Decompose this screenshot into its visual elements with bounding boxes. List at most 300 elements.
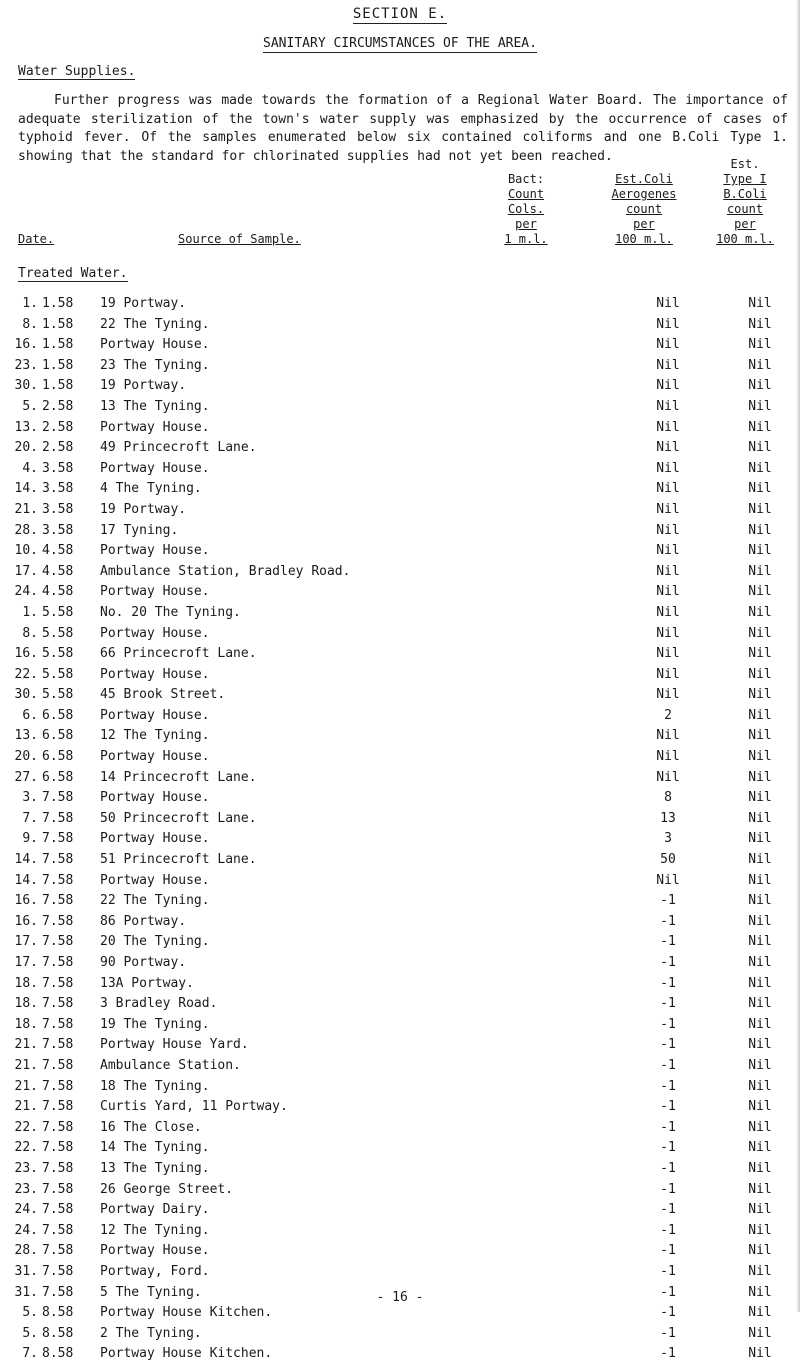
column-header-source: Source of Sample. bbox=[178, 232, 301, 246]
row-bact-count: Nil bbox=[656, 666, 680, 682]
row-source: 14 The Tyning. bbox=[100, 1140, 210, 1156]
row-bact-count: -1 bbox=[660, 1016, 676, 1032]
row-day: 8. bbox=[22, 316, 38, 332]
table-row bbox=[0, 831, 800, 852]
row-bact-count: -1 bbox=[660, 893, 676, 909]
row-bact-count: Nil bbox=[656, 440, 680, 456]
row-ecoli-count: Nil bbox=[748, 646, 772, 662]
row-day: 24. bbox=[14, 584, 38, 600]
row-day: 6. bbox=[22, 707, 38, 723]
row-bact-count: Nil bbox=[656, 584, 680, 600]
intro-paragraph: Further progress was made towards the formation of a Regional Water Board. The importance of adequate sterilization of the town's water supply was emphasized by the occurrence of cases of typhoid fever. Of the samples enumerated below six contained coliforms and one B.Coli Type 1. showing that the standard for chlorinated supplies had not yet been reached. bbox=[18, 93, 788, 164]
column-header-bact-count: Bact: Count Cols. per 1 m.l. bbox=[504, 172, 548, 246]
row-month-year: 7.58 bbox=[42, 810, 74, 826]
row-source: 19 Portway. bbox=[100, 378, 187, 394]
row-day: 8. bbox=[22, 625, 38, 641]
row-day: 22. bbox=[14, 666, 38, 682]
row-source: Portway House. bbox=[100, 419, 210, 435]
table-row bbox=[0, 1120, 800, 1141]
row-source: Portway House. bbox=[100, 707, 210, 723]
row-month-year: 7.58 bbox=[42, 1078, 74, 1094]
table-row bbox=[0, 1037, 800, 1058]
table-row bbox=[0, 976, 800, 997]
table-row bbox=[0, 461, 800, 482]
row-month-year: 7.58 bbox=[42, 1284, 74, 1300]
row-day: 7. bbox=[22, 810, 38, 826]
table-row bbox=[0, 317, 800, 338]
row-month-year: 4.58 bbox=[42, 584, 74, 600]
row-month-year: 6.58 bbox=[42, 769, 74, 785]
row-day: 18. bbox=[14, 975, 38, 991]
row-month-year: 1.58 bbox=[42, 316, 74, 332]
row-month-year: 2.58 bbox=[42, 398, 74, 414]
table-row bbox=[0, 1182, 800, 1203]
table-row bbox=[0, 934, 800, 955]
row-bact-count: Nil bbox=[656, 522, 680, 538]
row-source: Portway House. bbox=[100, 337, 210, 353]
table-row bbox=[0, 749, 800, 770]
row-source: Portway House. bbox=[100, 625, 210, 641]
row-bact-count: -1 bbox=[660, 1243, 676, 1259]
row-bact-count: Nil bbox=[656, 872, 680, 888]
row-ecoli-count: Nil bbox=[748, 852, 772, 868]
table-row bbox=[0, 399, 800, 420]
row-source: Portway House. bbox=[100, 666, 210, 682]
row-source: 49 Princecroft Lane. bbox=[100, 440, 257, 456]
row-month-year: 7.58 bbox=[42, 893, 74, 909]
treated-water-heading: Treated Water. bbox=[18, 266, 128, 281]
table-row bbox=[0, 1079, 800, 1100]
page-number: - 16 - bbox=[376, 1290, 424, 1305]
row-source: 2 The Tyning. bbox=[100, 1325, 202, 1341]
row-bact-count: -1 bbox=[660, 1202, 676, 1218]
row-day: 20. bbox=[14, 749, 38, 765]
row-source: Portway House. bbox=[100, 1243, 210, 1259]
table-row bbox=[0, 378, 800, 399]
column-header-aerogenes: Est.Coli Aerogenes count per 100 m.l. bbox=[611, 172, 677, 246]
row-source: 12 The Tyning. bbox=[100, 728, 210, 744]
table-row bbox=[0, 914, 800, 935]
row-day: 14. bbox=[14, 481, 38, 497]
row-ecoli-count: Nil bbox=[748, 893, 772, 909]
row-day: 16. bbox=[14, 337, 38, 353]
row-bact-count: -1 bbox=[660, 1181, 676, 1197]
row-ecoli-count: Nil bbox=[748, 1181, 772, 1197]
row-bact-count: -1 bbox=[660, 1078, 676, 1094]
row-ecoli-count: Nil bbox=[748, 501, 772, 517]
row-ecoli-count: Nil bbox=[748, 1016, 772, 1032]
row-source: 4 The Tyning. bbox=[100, 481, 202, 497]
row-day: 13. bbox=[14, 419, 38, 435]
row-bact-count: -1 bbox=[660, 1119, 676, 1135]
row-source: 50 Princecroft Lane. bbox=[100, 810, 257, 826]
row-source: 13 The Tyning. bbox=[100, 398, 210, 414]
row-bact-count: -1 bbox=[660, 1346, 676, 1362]
row-bact-count: -1 bbox=[660, 955, 676, 970]
row-ecoli-count: Nil bbox=[748, 913, 772, 929]
row-ecoli-count: Nil bbox=[748, 666, 772, 682]
row-ecoli-count: Nil bbox=[748, 419, 772, 435]
row-day: 1. bbox=[22, 604, 38, 620]
row-month-year: 7.58 bbox=[42, 1119, 74, 1135]
table-row bbox=[0, 1305, 800, 1326]
row-bact-count: -1 bbox=[660, 1284, 676, 1300]
row-ecoli-count: Nil bbox=[748, 522, 772, 538]
row-day: 14. bbox=[14, 872, 38, 888]
row-ecoli-count: Nil bbox=[748, 749, 772, 765]
row-ecoli-count: Nil bbox=[748, 378, 772, 394]
row-ecoli-count: Nil bbox=[748, 584, 772, 600]
row-bact-count: -1 bbox=[660, 934, 676, 950]
table-row bbox=[0, 420, 800, 441]
table-row bbox=[0, 1326, 800, 1347]
row-month-year: 5.58 bbox=[42, 646, 74, 662]
row-source: 3 Bradley Road. bbox=[100, 996, 218, 1012]
row-source: 20 The Tyning. bbox=[100, 934, 210, 950]
row-ecoli-count: Nil bbox=[748, 1202, 772, 1218]
row-bact-count: Nil bbox=[656, 625, 680, 641]
row-ecoli-count: Nil bbox=[748, 543, 772, 559]
table-row bbox=[0, 996, 800, 1017]
table-row bbox=[0, 605, 800, 626]
table-row bbox=[0, 852, 800, 873]
table-row bbox=[0, 646, 800, 667]
table-row bbox=[0, 1017, 800, 1038]
table-row bbox=[0, 543, 800, 564]
row-ecoli-count: Nil bbox=[748, 398, 772, 414]
row-source: 13 The Tyning. bbox=[100, 1160, 210, 1176]
row-ecoli-count: Nil bbox=[748, 563, 772, 579]
row-bact-count: -1 bbox=[660, 1099, 676, 1115]
row-bact-count: Nil bbox=[656, 687, 680, 703]
table-row bbox=[0, 1346, 800, 1367]
row-source: Portway Dairy. bbox=[100, 1202, 210, 1218]
row-ecoli-count: Nil bbox=[748, 440, 772, 456]
row-month-year: 1.58 bbox=[42, 337, 74, 353]
table-row bbox=[0, 873, 800, 894]
row-day: 31. bbox=[14, 1284, 38, 1300]
row-source: 66 Princecroft Lane. bbox=[100, 646, 257, 662]
row-month-year: 7.58 bbox=[42, 1263, 74, 1279]
row-ecoli-count: Nil bbox=[748, 707, 772, 723]
row-ecoli-count: Nil bbox=[748, 604, 772, 620]
table-row bbox=[0, 337, 800, 358]
row-day: 7. bbox=[22, 1346, 38, 1362]
row-bact-count: -1 bbox=[660, 913, 676, 929]
row-month-year: 7.58 bbox=[42, 913, 74, 929]
table-row bbox=[0, 790, 800, 811]
row-month-year: 1.58 bbox=[42, 296, 74, 311]
row-source: Portway House. bbox=[100, 749, 210, 765]
subsection-heading: Water Supplies. bbox=[18, 64, 136, 79]
row-month-year: 7.58 bbox=[42, 1181, 74, 1197]
table-row bbox=[0, 811, 800, 832]
row-bact-count: Nil bbox=[656, 398, 680, 414]
row-source: Portway House. bbox=[100, 831, 210, 847]
row-source: 13A Portway. bbox=[100, 975, 194, 991]
row-day: 17. bbox=[14, 563, 38, 579]
row-day: 30. bbox=[14, 378, 38, 394]
row-bact-count: -1 bbox=[660, 1057, 676, 1073]
row-ecoli-count: Nil bbox=[748, 1305, 772, 1321]
row-day: 18. bbox=[14, 1016, 38, 1032]
table-row bbox=[0, 1058, 800, 1079]
row-bact-count: Nil bbox=[656, 604, 680, 620]
row-day: 23. bbox=[14, 357, 38, 373]
row-source: 17 Tyning. bbox=[100, 522, 179, 538]
table-row bbox=[0, 708, 800, 729]
row-month-year: 3.58 bbox=[42, 481, 74, 497]
row-month-year: 7.58 bbox=[42, 790, 74, 806]
row-ecoli-count: Nil bbox=[748, 1263, 772, 1279]
row-day: 30. bbox=[14, 687, 38, 703]
row-month-year: 5.58 bbox=[42, 604, 74, 620]
row-ecoli-count: Nil bbox=[748, 625, 772, 641]
column-header-ecoli-type1: Est. Type I B.Coli count per 100 m.l. bbox=[716, 157, 774, 246]
row-ecoli-count: Nil bbox=[748, 769, 772, 785]
row-ecoli-count: Nil bbox=[748, 1140, 772, 1156]
row-month-year: 8.58 bbox=[42, 1346, 74, 1362]
row-bact-count: Nil bbox=[656, 460, 680, 476]
row-bact-count: 8 bbox=[664, 790, 672, 806]
table-row bbox=[0, 1202, 800, 1223]
table-row bbox=[0, 440, 800, 461]
row-month-year: 7.58 bbox=[42, 1243, 74, 1259]
row-ecoli-count: Nil bbox=[748, 831, 772, 847]
table-row bbox=[0, 1140, 800, 1161]
row-month-year: 7.58 bbox=[42, 955, 74, 970]
row-source: 16 The Close. bbox=[100, 1119, 202, 1135]
row-month-year: 7.58 bbox=[42, 934, 74, 950]
row-source: 14 Princecroft Lane. bbox=[100, 769, 257, 785]
row-month-year: 7.58 bbox=[42, 1222, 74, 1238]
row-source: No. 20 The Tyning. bbox=[100, 604, 241, 620]
row-source: 26 George Street. bbox=[100, 1181, 234, 1197]
row-ecoli-count: Nil bbox=[748, 687, 772, 703]
row-ecoli-count: Nil bbox=[748, 955, 772, 970]
row-source: 23 The Tyning. bbox=[100, 357, 210, 373]
row-month-year: 1.58 bbox=[42, 378, 74, 394]
row-bact-count: Nil bbox=[656, 296, 680, 311]
row-bact-count: Nil bbox=[656, 769, 680, 785]
row-month-year: 7.58 bbox=[42, 872, 74, 888]
row-month-year: 4.58 bbox=[42, 543, 74, 559]
row-day: 9. bbox=[22, 831, 38, 847]
row-ecoli-count: Nil bbox=[748, 872, 772, 888]
row-bact-count: -1 bbox=[660, 1222, 676, 1238]
row-month-year: 6.58 bbox=[42, 749, 74, 765]
row-bact-count: -1 bbox=[660, 1325, 676, 1341]
table-row bbox=[0, 667, 800, 688]
row-month-year: 5.58 bbox=[42, 625, 74, 641]
table-row bbox=[0, 626, 800, 647]
row-bact-count: Nil bbox=[656, 378, 680, 394]
row-day: 3. bbox=[22, 790, 38, 806]
table-row bbox=[0, 1099, 800, 1120]
row-bact-count: -1 bbox=[660, 1263, 676, 1279]
row-source: 18 The Tyning. bbox=[100, 1078, 210, 1094]
row-month-year: 7.58 bbox=[42, 1202, 74, 1218]
row-source: 86 Portway. bbox=[100, 913, 187, 929]
row-day: 1. bbox=[22, 296, 38, 311]
row-month-year: 5.58 bbox=[42, 687, 74, 703]
row-bact-count: Nil bbox=[656, 337, 680, 353]
row-source: Portway House. bbox=[100, 872, 210, 888]
row-day: 22. bbox=[14, 1119, 38, 1135]
row-day: 24. bbox=[14, 1202, 38, 1218]
table-row bbox=[0, 358, 800, 379]
table-row bbox=[0, 564, 800, 585]
row-month-year: 1.58 bbox=[42, 357, 74, 373]
row-source: 45 Brook Street. bbox=[100, 687, 226, 703]
row-bact-count: -1 bbox=[660, 1160, 676, 1176]
row-day: 5. bbox=[22, 1325, 38, 1341]
page-title: SANITARY CIRCUMSTANCES OF THE AREA. bbox=[263, 36, 537, 51]
row-day: 27. bbox=[14, 769, 38, 785]
table-row bbox=[0, 893, 800, 914]
row-day: 18. bbox=[14, 996, 38, 1012]
row-month-year: 6.58 bbox=[42, 707, 74, 723]
row-source: 90 Portway. bbox=[100, 955, 187, 970]
table-row bbox=[0, 584, 800, 605]
row-month-year: 7.58 bbox=[42, 1016, 74, 1032]
row-day: 16. bbox=[14, 646, 38, 662]
row-ecoli-count: Nil bbox=[748, 996, 772, 1012]
table-row bbox=[0, 955, 800, 976]
row-source: Curtis Yard, 11 Portway. bbox=[100, 1099, 288, 1115]
row-ecoli-count: Nil bbox=[748, 1037, 772, 1053]
row-month-year: 7.58 bbox=[42, 1037, 74, 1053]
row-source: Portway House Yard. bbox=[100, 1037, 249, 1053]
row-ecoli-count: Nil bbox=[748, 1057, 772, 1073]
row-ecoli-count: Nil bbox=[748, 1325, 772, 1341]
table-row bbox=[0, 481, 800, 502]
row-month-year: 3.58 bbox=[42, 522, 74, 538]
row-month-year: 8.58 bbox=[42, 1305, 74, 1321]
row-bact-count: Nil bbox=[656, 481, 680, 497]
row-day: 17. bbox=[14, 934, 38, 950]
row-bact-count: -1 bbox=[660, 1305, 676, 1321]
row-ecoli-count: Nil bbox=[748, 1222, 772, 1238]
row-month-year: 7.58 bbox=[42, 1099, 74, 1115]
row-source: Portway House. bbox=[100, 584, 210, 600]
row-bact-count: Nil bbox=[656, 357, 680, 373]
row-day: 23. bbox=[14, 1181, 38, 1197]
row-day: 10. bbox=[14, 543, 38, 559]
row-bact-count: Nil bbox=[656, 646, 680, 662]
row-bact-count: -1 bbox=[660, 975, 676, 991]
row-day: 16. bbox=[14, 893, 38, 909]
row-source: Ambulance Station, Bradley Road. bbox=[100, 563, 351, 579]
row-ecoli-count: Nil bbox=[748, 1078, 772, 1094]
row-source: 22 The Tyning. bbox=[100, 316, 210, 332]
row-ecoli-count: Nil bbox=[748, 1284, 772, 1300]
row-day: 24. bbox=[14, 1222, 38, 1238]
row-bact-count: Nil bbox=[656, 501, 680, 517]
row-source: 19 The Tyning. bbox=[100, 1016, 210, 1032]
row-day: 28. bbox=[14, 1243, 38, 1259]
row-day: 21. bbox=[14, 1099, 38, 1115]
row-day: 4. bbox=[22, 460, 38, 476]
table-row bbox=[0, 728, 800, 749]
row-ecoli-count: Nil bbox=[748, 975, 772, 991]
row-day: 20. bbox=[14, 440, 38, 456]
row-month-year: 7.58 bbox=[42, 1057, 74, 1073]
table-row bbox=[0, 1243, 800, 1264]
row-bact-count: 50 bbox=[660, 852, 676, 868]
column-header-date: Date. bbox=[18, 232, 55, 246]
row-bact-count: Nil bbox=[656, 543, 680, 559]
row-source: 51 Princecroft Lane. bbox=[100, 852, 257, 868]
row-source: 12 The Tyning. bbox=[100, 1222, 210, 1238]
row-month-year: 7.58 bbox=[42, 975, 74, 991]
row-day: 5. bbox=[22, 1305, 38, 1321]
row-source: 5 The Tyning. bbox=[100, 1284, 202, 1300]
row-day: 21. bbox=[14, 1037, 38, 1053]
sample-table bbox=[0, 296, 800, 1367]
row-ecoli-count: Nil bbox=[748, 728, 772, 744]
row-day: 21. bbox=[14, 1078, 38, 1094]
row-bact-count: Nil bbox=[656, 728, 680, 744]
row-month-year: 7.58 bbox=[42, 852, 74, 868]
page-edge-shadow bbox=[796, 0, 800, 1312]
row-month-year: 7.58 bbox=[42, 831, 74, 847]
row-ecoli-count: Nil bbox=[748, 1243, 772, 1259]
table-row bbox=[0, 770, 800, 791]
row-month-year: 7.58 bbox=[42, 1160, 74, 1176]
row-source: Portway House Kitchen. bbox=[100, 1305, 273, 1321]
row-source: Portway, Ford. bbox=[100, 1263, 210, 1279]
row-ecoli-count: Nil bbox=[748, 934, 772, 950]
row-source: Portway House Kitchen. bbox=[100, 1346, 273, 1362]
row-month-year: 7.58 bbox=[42, 1140, 74, 1156]
row-month-year: 2.58 bbox=[42, 419, 74, 435]
row-month-year: 4.58 bbox=[42, 563, 74, 579]
row-ecoli-count: Nil bbox=[748, 357, 772, 373]
row-bact-count: -1 bbox=[660, 996, 676, 1012]
row-bact-count: -1 bbox=[660, 1140, 676, 1156]
table-row bbox=[0, 1223, 800, 1244]
row-day: 31. bbox=[14, 1263, 38, 1279]
row-ecoli-count: Nil bbox=[748, 810, 772, 826]
row-month-year: 3.58 bbox=[42, 501, 74, 517]
row-day: 22. bbox=[14, 1140, 38, 1156]
row-month-year: 3.58 bbox=[42, 460, 74, 476]
table-row bbox=[0, 502, 800, 523]
row-day: 28. bbox=[14, 522, 38, 538]
row-source: Portway House. bbox=[100, 460, 210, 476]
row-bact-count: 3 bbox=[664, 831, 672, 847]
row-month-year: 2.58 bbox=[42, 440, 74, 456]
row-ecoli-count: Nil bbox=[748, 1346, 772, 1362]
row-day: 16. bbox=[14, 913, 38, 929]
row-day: 13. bbox=[14, 728, 38, 744]
row-day: 5. bbox=[22, 398, 38, 414]
row-bact-count: Nil bbox=[656, 563, 680, 579]
row-day: 23. bbox=[14, 1160, 38, 1176]
row-bact-count: Nil bbox=[656, 316, 680, 332]
row-day: 21. bbox=[14, 501, 38, 517]
row-bact-count: -1 bbox=[660, 1037, 676, 1053]
table-row bbox=[0, 1264, 800, 1285]
row-ecoli-count: Nil bbox=[748, 460, 772, 476]
row-source: Ambulance Station. bbox=[100, 1057, 241, 1073]
row-bact-count: 13 bbox=[660, 810, 676, 826]
row-bact-count: 2 bbox=[664, 707, 672, 723]
row-ecoli-count: Nil bbox=[748, 1160, 772, 1176]
row-day: 17. bbox=[14, 955, 38, 970]
row-ecoli-count: Nil bbox=[748, 316, 772, 332]
